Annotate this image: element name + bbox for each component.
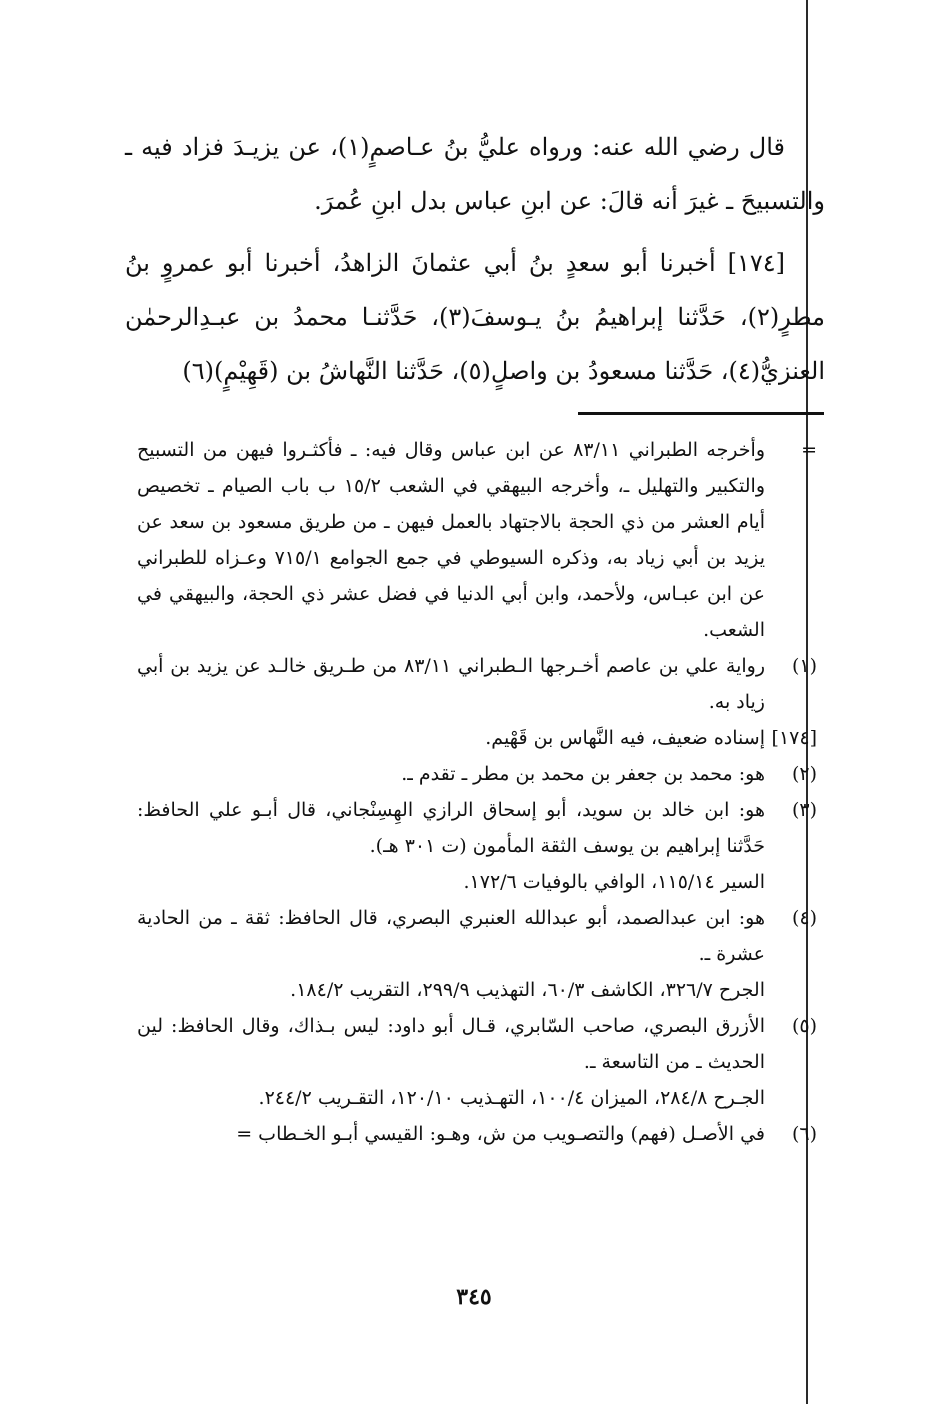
page-number: ٣٤٥ xyxy=(456,1284,492,1310)
main-text xyxy=(125,120,825,398)
footnote-text: إسناده ضعيف، فيه النَّهاس بن قَهْيم. xyxy=(485,727,765,749)
main-paragraph-1: قال رضي الله عنه: ورواه عليُّ بنُ عـاصمٍ(١)، عن يزيـدَ فزاد فيه ـ والتسبيحَ ـ غيرَ أنه قالَ: عن ابنِ عباس بدل ابنِ عُمرَ. xyxy=(125,133,825,215)
footnote-number: [١٧٤] xyxy=(771,727,817,749)
footnote-2 xyxy=(125,756,825,792)
footnote-number: (٦) xyxy=(791,1123,817,1145)
footnote-separator xyxy=(578,412,824,415)
footnote-number: = xyxy=(801,439,817,461)
footnote-number: (٤) xyxy=(791,907,817,929)
footnote-text: الأزرق البصري، صاحب السّابري، قـال أبو داود: ليس بـذاك، وقال الحافظ: لين الحديث ـ من التاسعة ـ. xyxy=(137,1015,765,1073)
footnote-text: في الأصـل (فهم) والتصـويب من ش، وهـو: القيسي أبـو الخـطاب = xyxy=(236,1123,765,1145)
footnote-continuation xyxy=(125,432,825,648)
footnote-sources: الجـرح ٢٨٤/٨، الميزان ١٠٠/٤، التهـذيب ١٢٠/١٠، التقـريب ٢٤٤/٢. xyxy=(258,1087,765,1109)
main-paragraph-2-hadith-174: [١٧٤] أخبرنا أبو سعدٍ بنُ أبي عثمانَ الزاهدُ، أخبرنا أبو عمروٍ بنُ مطرٍ(٢)، حَدَّثنا إبراهيمُ بنُ يـوسفَ(٣)، حَدَّثنـا محمدُ بن عبـدِالرحمٰن العنزيُّ(٤)، حَدَّثنا مسعودُ بن واصلٍ(٥)، حَدَّثنا النَّهاشُ بن (قَهِيْمٍ)(٦) xyxy=(125,249,825,385)
footnote-number: (٢) xyxy=(791,763,817,785)
footnote-sources: الجرح ٣٢٦/٧، الكاشف ٦٠/٣، التهذيب ٢٩٩/٩، التقريب ١٨٤/٢. xyxy=(290,979,765,1001)
footnote-174 xyxy=(125,720,825,756)
footnote-text: وأخرجه الطبراني ٨٣/١١ عن ابن عباس وقال فيه: ـ فأكثـروا فيهن من التسبيح والتكبير والتهليل ـ، وأخرجه البيهقي في الشعب ١٥/٢ ب باب الصيام ـ تخصيص أيام العشر من ذي الحجة بالاجتهاد بالعمل فيهن ـ من طريق مسعود بن سعد عن يزيد بن أبي زياد به، وذكره السيوطي في جمع الجوامع ٧١٥/١ وعـزاه للطبراني عن ابن عبـاس، ولأحمد، وابن أبي الدنيا في فضل عشر ذي الحجة، والبيهقي في الشعب. xyxy=(137,439,765,641)
footnote-number: (٣) xyxy=(791,799,817,821)
footnote-text: هو: محمد بن جعفر بن محمد بن مطر ـ تقدم ـ. xyxy=(401,763,765,785)
footnote-number: (٥) xyxy=(791,1015,817,1037)
footnote-1 xyxy=(125,648,825,720)
footnote-sources: السير ١١٥/١٤، الوافي بالوفيات ١٧٢/٦. xyxy=(463,871,765,893)
footnote-number: (١) xyxy=(791,655,817,677)
footnote-text: رواية علي بن عاصم أخـرجها الـطبراني ٨٣/١١ من طـريق خالـد عن يزيد بن أبي زياد به. xyxy=(137,655,766,713)
footnote-text: هو: ابن خالد بن سويد، أبو إسحاق الرازي الهِسِنْجاني، قال أبـو علي الحافظ: حَدَّثنا إبراهيم بن يوسف الثقة المأمون (ت ٣٠١ هـ). xyxy=(137,799,765,857)
footnote-6 xyxy=(125,1116,825,1152)
footnote-4 xyxy=(125,900,825,1008)
footnote-text: هو: ابن عبدالصمد، أبو عبدالله العنبري البصري، قال الحافظ: ثقة ـ من الحادية عشرة ـ. xyxy=(137,907,765,965)
footnote-3 xyxy=(125,792,825,900)
footnote-5 xyxy=(125,1008,825,1116)
footnotes xyxy=(125,432,825,1152)
